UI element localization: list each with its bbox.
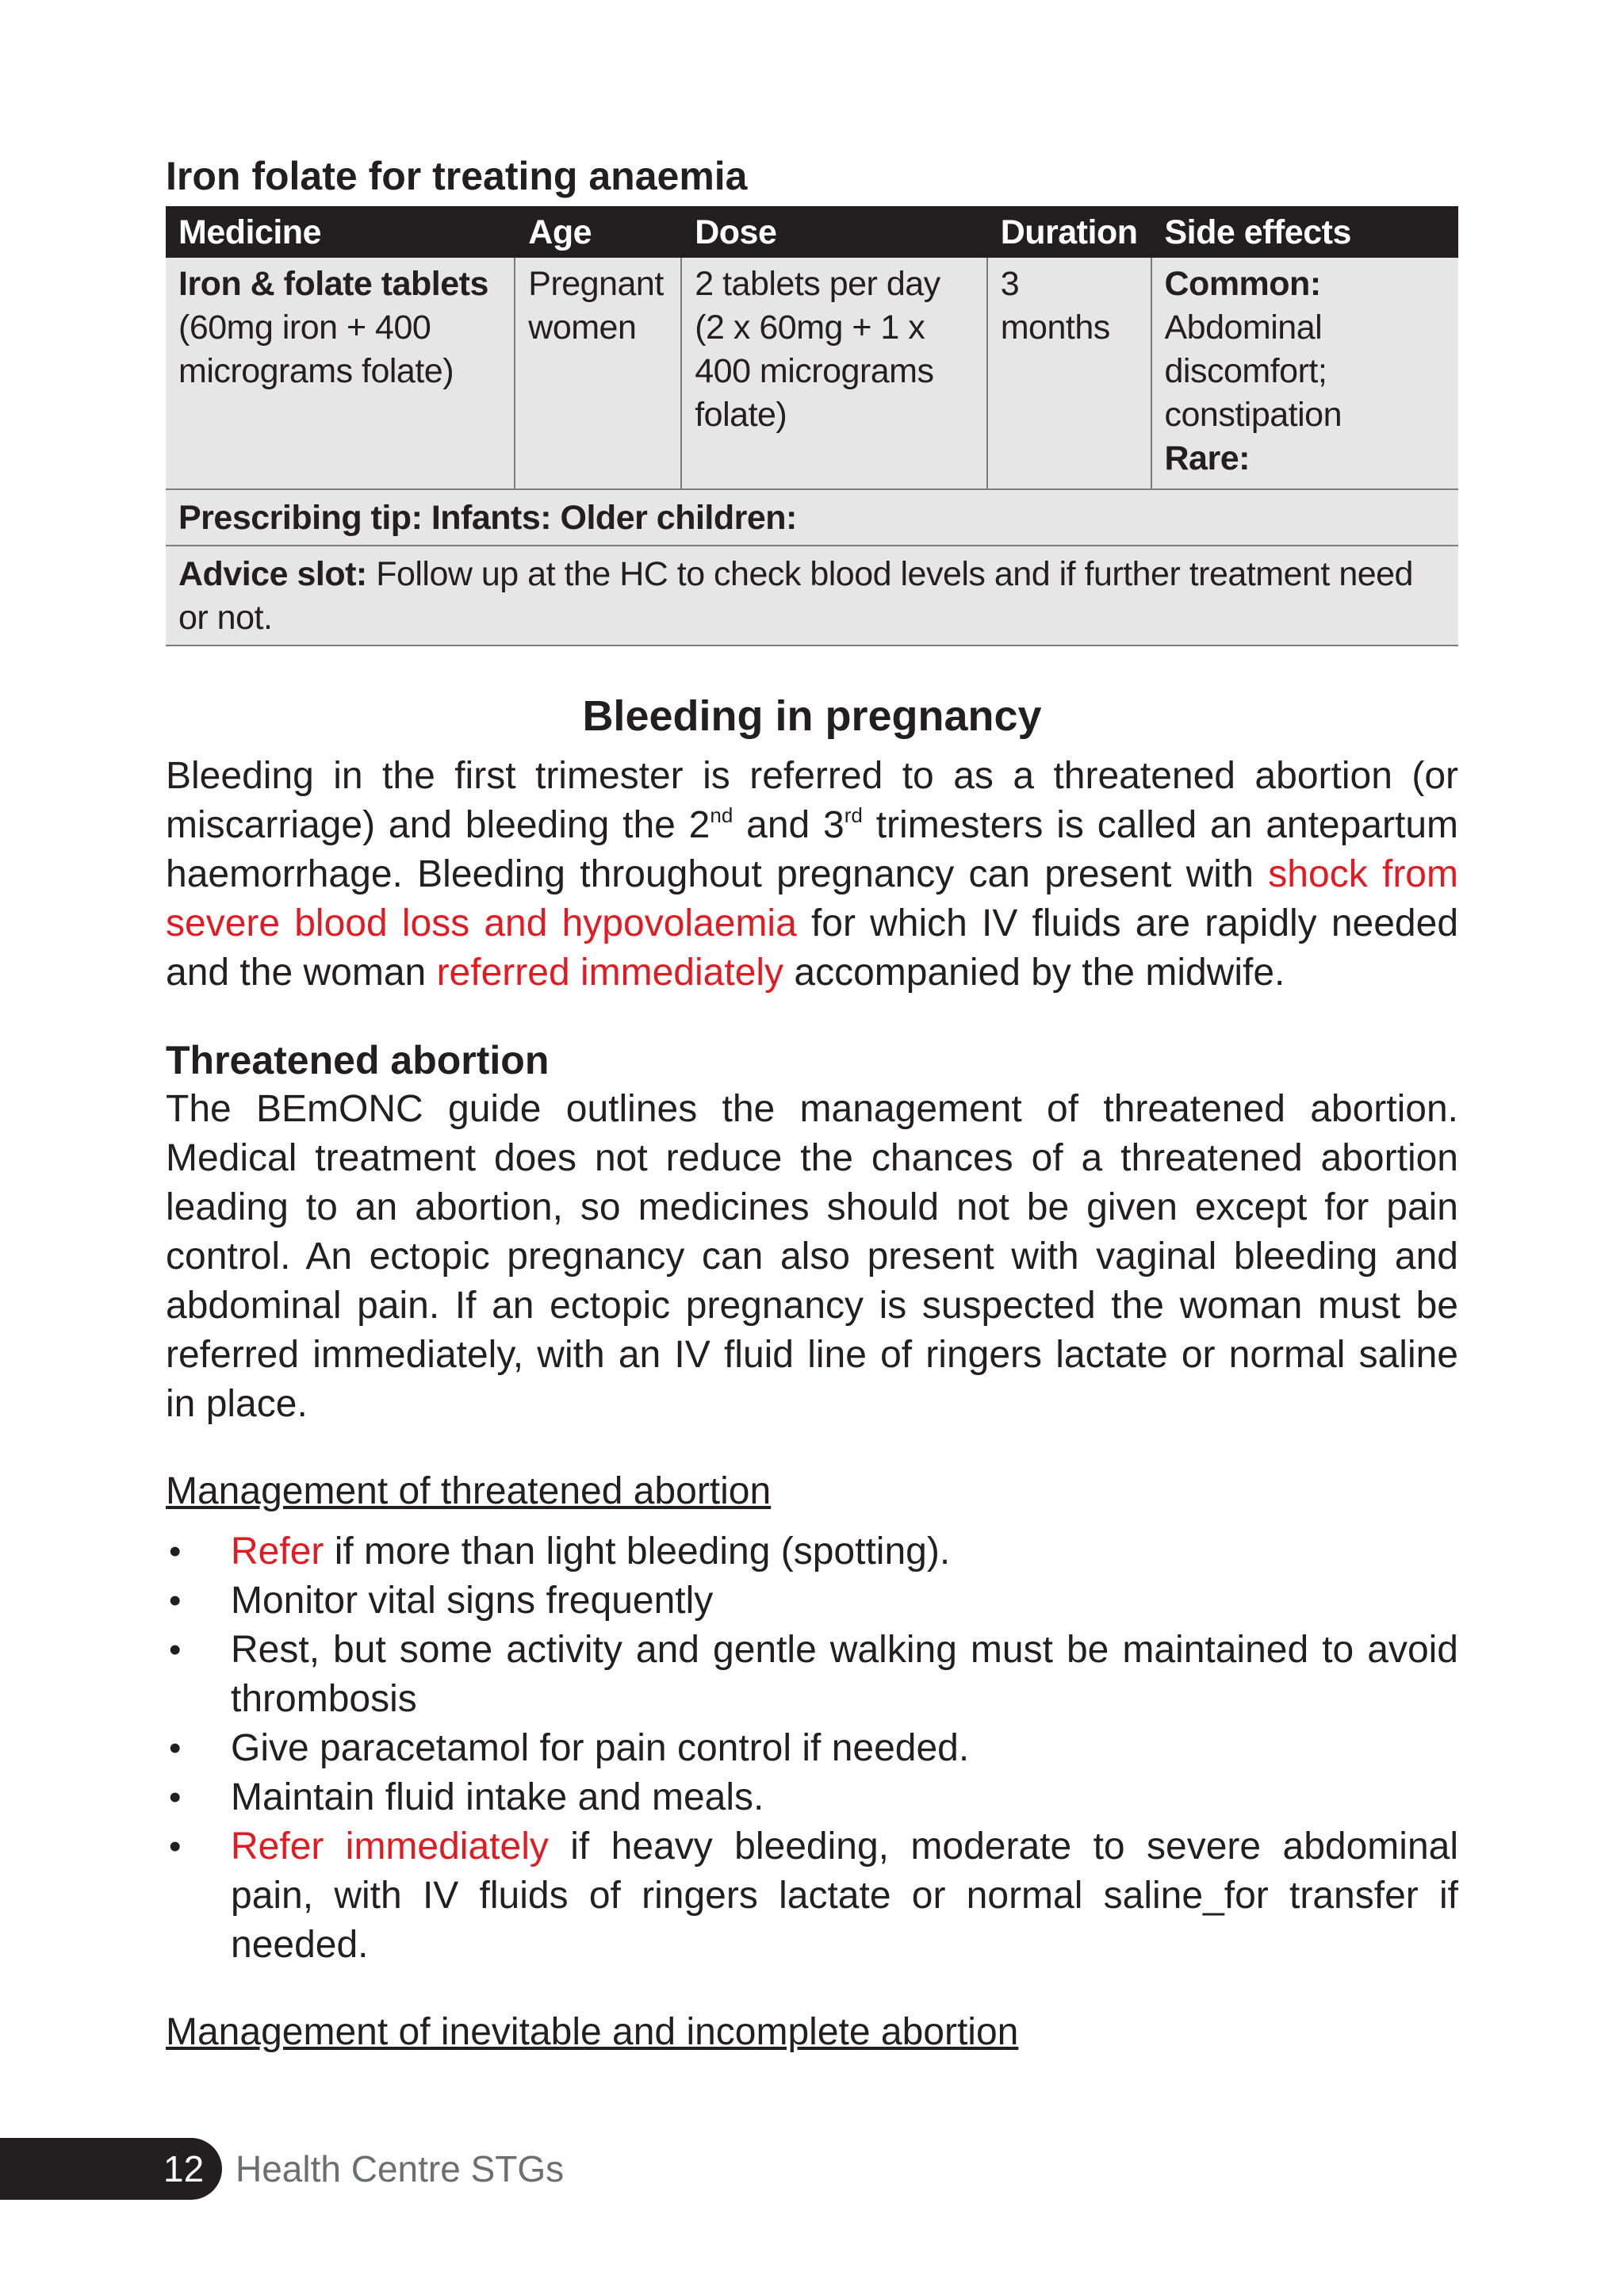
text-run: and 3: [733, 804, 845, 847]
list-item: [166, 1576, 1458, 1626]
text-run: Bleeding in the first trimester is referred to as a threatened abortion (or miscarriage) and bleeding the 2: [166, 755, 1458, 847]
page-number: 12: [163, 2148, 205, 2189]
list-item: [166, 1724, 1458, 1773]
text-run: trimesters is called an antepartum haemorrhage. Bleeding throughout pregnancy can present with: [166, 804, 1459, 896]
text-run: Give paracetamol for pain control if needed.: [231, 1727, 970, 1770]
page-content: [166, 155, 1458, 2068]
bullet: •: [169, 1532, 182, 1572]
side-common-text: Abdominal discomfort; constipation: [1164, 308, 1342, 435]
management-heading: Management of threatened abortion: [166, 1470, 772, 1513]
list-item: [166, 1773, 1458, 1822]
header-duration: Duration: [987, 206, 1151, 258]
side-common-label: Common:: [1164, 265, 1321, 304]
medicine-name: Iron & folate tablets: [178, 265, 488, 304]
bullet: •: [169, 1729, 182, 1768]
cell-age: Pregnant women: [515, 258, 681, 489]
threatened-abortion-heading: Threatened abortion: [166, 1038, 550, 1083]
medicine-detail: (60mg iron + 400 micrograms folate): [178, 308, 454, 391]
cell-dose: 2 tablets per day (2 x 60mg + 1 x 400 micrograms folate): [681, 258, 986, 489]
header-dose: Dose: [681, 206, 986, 258]
highlight-text: referred immediately: [436, 952, 784, 994]
list-item: [166, 1822, 1458, 1970]
text-run: if heavy bleeding, moderate to severe abdominal pain, with IV fluids of ringers lactate or normal saline_for transfer if needed.: [231, 1825, 1458, 1967]
highlight-text: shock from severe blood loss and hypovolaemia: [166, 853, 1458, 945]
highlight-text: Refer: [231, 1530, 324, 1573]
text-run: accompanied by the midwife.: [783, 952, 1285, 994]
advice-text: Follow up at the HC to check blood levels and if further treatment need or not.: [178, 555, 1413, 638]
cell-side-effects: [1151, 258, 1459, 489]
advice-cell: [166, 546, 1458, 645]
bleeding-title: Bleeding in pregnancy: [582, 692, 1042, 741]
cell-duration: 3 months: [987, 258, 1151, 489]
prescribing-tip: Prescribing tip: Infants: Older children:: [166, 489, 1458, 546]
text-run: Maintain fluid intake and meals.: [231, 1776, 764, 1819]
table-header-row: [166, 206, 1458, 258]
header-age: Age: [515, 206, 681, 258]
iron-folate-table: [166, 206, 1458, 646]
prescribing-tip-row: [166, 489, 1458, 546]
highlight-text: Refer immediately: [231, 1825, 549, 1868]
side-rare-label: Rare:: [1164, 439, 1250, 478]
bullet: •: [169, 1778, 182, 1818]
list-item: [166, 1527, 1458, 1576]
footer-title: Health Centre STGs: [236, 2148, 565, 2189]
bullet: •: [169, 1827, 182, 1867]
text-run: Rest, but some activity and gentle walking must be maintained to avoid thrombosis: [231, 1629, 1458, 1721]
superscript: nd: [710, 803, 733, 828]
superscript: rd: [844, 803, 863, 828]
header-side-effects: Side effects: [1151, 206, 1459, 258]
table-row: [166, 258, 1458, 489]
threatened-abortion-paragraph: The BEmONC guide outlines the management of threatened abortion. Medical treatment does not reduce the chances of a threatened abortion leading to an abortion, so medicines should not be given except for pain control. An ectopic pregnancy can also present with vaginal bleeding and abdominal pain. If an ectopic pregnancy is suspected the woman must be referred immediately, with an IV fluid line of ringers lactate or normal saline in place.: [166, 1088, 1458, 1426]
bleeding-paragraph: [166, 752, 1458, 998]
advice-row: [166, 546, 1458, 645]
text-run: for which IV fluids are rapidly needed and the woman: [166, 902, 1459, 994]
bullet: •: [169, 1581, 182, 1621]
list-item: [166, 1626, 1458, 1724]
header-medicine: Medicine: [166, 206, 515, 258]
iron-folate-heading: Iron folate for treating anaemia: [166, 154, 748, 198]
text-run: Monitor vital signs frequently: [231, 1580, 714, 1622]
inevitable-abortion-heading: Management of inevitable and incomplete abortion: [166, 2011, 1019, 2054]
cell-medicine: [166, 258, 515, 489]
bullet: •: [169, 1630, 182, 1670]
text-run: if more than light bleeding (spotting).: [324, 1530, 951, 1573]
management-list: [166, 1527, 1458, 1970]
advice-label: Advice slot:: [178, 555, 367, 594]
